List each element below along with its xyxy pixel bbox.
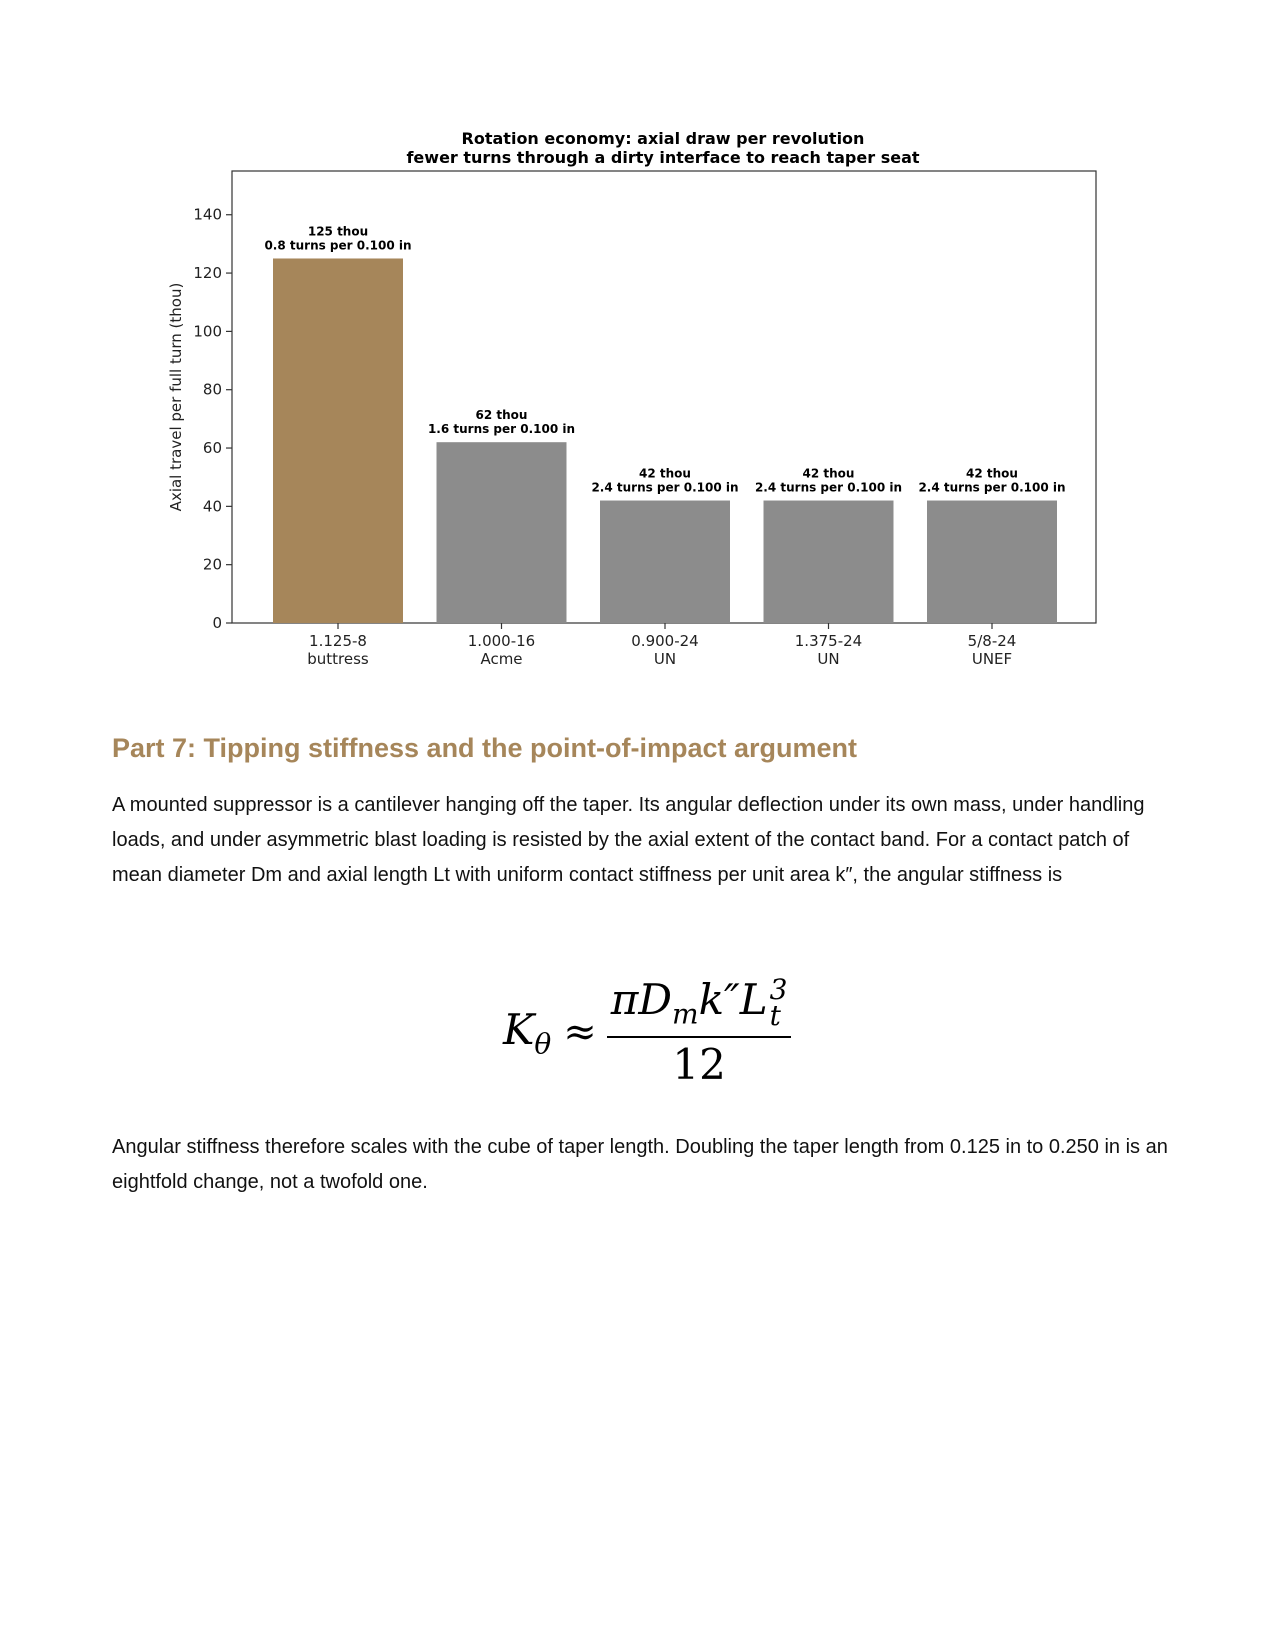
y-axis-title: Axial travel per full turn (thou) (167, 282, 185, 512)
equation-denominator: 12 (672, 1040, 726, 1090)
y-tick-label: 60 (202, 439, 222, 458)
numerator-pi-d: πD (610, 975, 673, 1024)
x-tick-label: 0.900-24 (631, 632, 699, 650)
numerator-k-l: k″L (698, 975, 768, 1024)
bar (764, 501, 894, 623)
equation-fraction (607, 975, 792, 1089)
bar-turns-label: 2.4 turns per 0.100 in (591, 480, 739, 495)
x-tick-label: 1.000-16 (467, 632, 536, 650)
bar-turns-label: 1.6 turns per 0.100 in (427, 422, 576, 437)
bar-turns-label: 0.8 turns per 0.100 in (264, 238, 412, 253)
y-tick-label: 100 (193, 322, 222, 341)
y-tick-label: 120 (193, 264, 222, 283)
bar-value-label: 125 thou (307, 224, 369, 239)
x-tick-sublabel: UNEF (971, 650, 1013, 668)
y-axis (193, 206, 232, 632)
y-tick-label: 20 (202, 555, 222, 574)
y-tick-label: 40 (202, 497, 222, 516)
bar-turns-label: 2.4 turns per 0.100 in (918, 480, 1066, 495)
equation-block (0, 975, 1275, 1095)
bar-turns-label: 2.4 turns per 0.100 in (754, 480, 903, 495)
numerator-l-superscript: 3 (769, 973, 788, 1006)
x-axis (307, 623, 1016, 668)
equation-lhs (503, 1005, 551, 1060)
numerator-l-scripts (769, 973, 788, 1032)
y-tick-label: 0 (212, 614, 222, 632)
approx-sign: ≈ (563, 1009, 597, 1056)
paragraph-conclusion: Angular stiffness therefore scales with the cube of taper length. Doubling the taper length from 0.125 in to 0.250 in is an eightfold change, not a twofold one. (112, 1136, 1168, 1193)
bars-group (264, 224, 1065, 623)
x-tick-sublabel: Acme (480, 650, 523, 668)
section-heading: Part 7: Tipping stiffness and the point-of-impact argument (112, 733, 858, 763)
bar (600, 501, 730, 623)
bar (927, 501, 1057, 623)
bar-value-label: 42 thou (639, 466, 691, 481)
chart-title: Rotation economy: axial draw per revolution (461, 129, 865, 148)
x-tick-label: 1.125-8 (309, 632, 367, 650)
numerator-l-subscript: t (769, 999, 781, 1032)
x-tick-sublabel: UN (653, 650, 677, 668)
equation-lhs-symbol: K (503, 1004, 535, 1054)
x-tick-sublabel: buttress (307, 650, 369, 668)
x-tick-sublabel: UN (817, 650, 840, 668)
chart-subtitle: fewer turns through a dirty interface to reach taper seat (406, 148, 920, 167)
paragraph-intro: A mounted suppressor is a cantilever hanging off the taper. Its angular deflection under its own mass, under handling loads, and under asymmetric blast loading is resisted by the axial extent of the contact band. For a contact patch of mean diameter Dm and axial length Lt with uniform contact stiffness per unit area k″, the angular stiffness is (112, 794, 1145, 886)
numerator-d-subscript: m (672, 997, 699, 1031)
x-tick-label: 1.375-24 (794, 632, 863, 650)
equation-lhs-subscript: θ (534, 1026, 552, 1060)
bar-value-label: 62 thou (475, 408, 528, 423)
bar-value-label: 42 thou (802, 466, 855, 481)
bar (273, 258, 403, 623)
y-tick-label: 140 (193, 205, 222, 224)
angular-stiffness-equation (503, 975, 791, 1089)
bar (437, 442, 567, 623)
bar-value-label: 42 thou (966, 466, 1018, 481)
y-tick-label: 80 (202, 380, 222, 399)
equation-numerator (607, 975, 792, 1038)
bar-chart (0, 0, 1275, 700)
x-tick-label: 5/8-24 (967, 632, 1017, 650)
